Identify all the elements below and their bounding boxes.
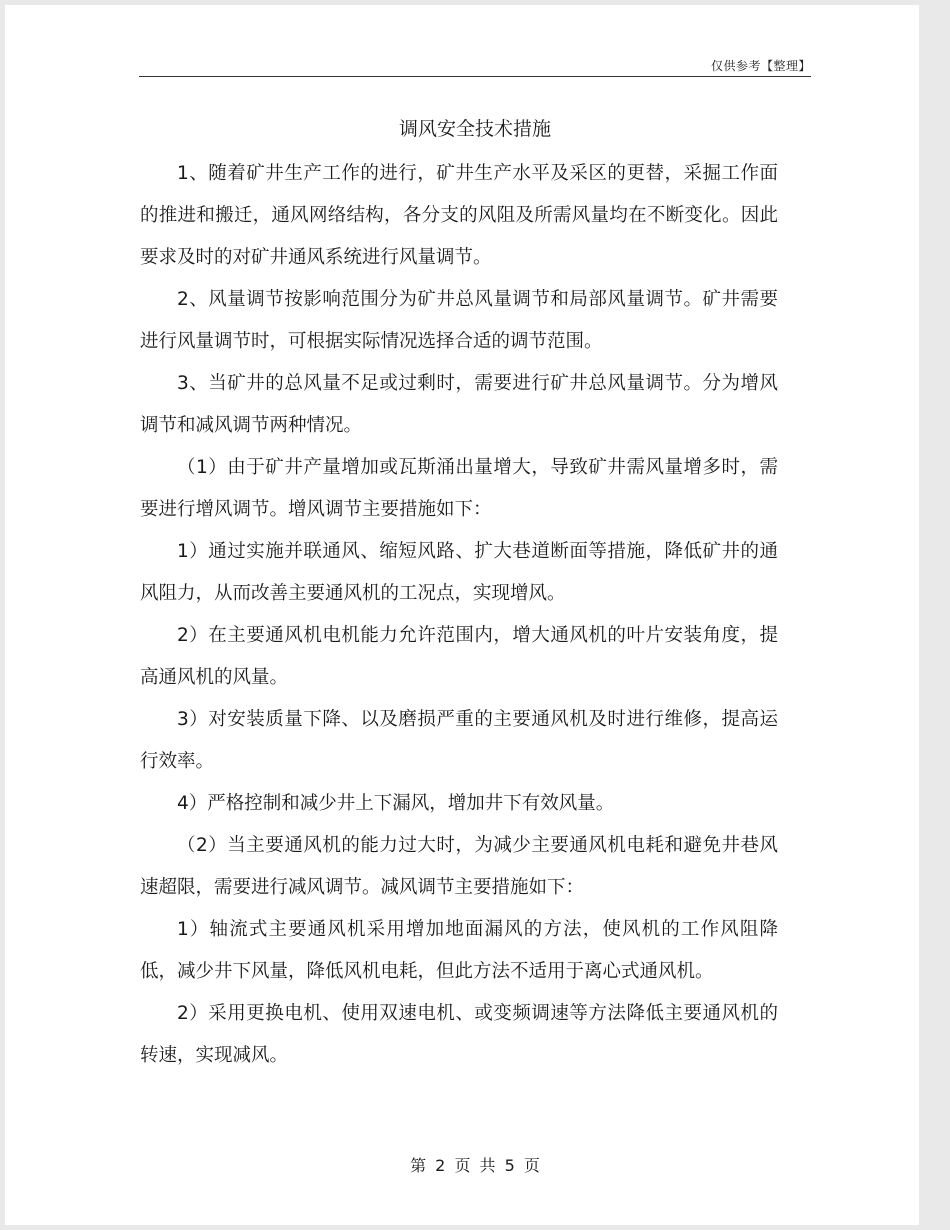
paragraph: 2、风量调节按影响范围分为矿井总风量调节和局部风量调节。矿井需要进行风量调节时，可根据实际情况选择合适的调节范围。 (140, 289, 778, 352)
paragraph: 1）通过实施并联通风、缩短风路、扩大巷道断面等措施，降低矿井的通风阻力，从而改善主要通风机的工况点，实现增风。 (140, 541, 778, 604)
header-divider (139, 76, 811, 77)
paragraph: （1）由于矿井产量增加或瓦斯涌出量增大，导致矿井需风量增多时，需要进行增风调节。增风调节主要措施如下： (140, 457, 778, 520)
page-header: 仅供参考【整理】 (710, 59, 811, 73)
paragraph: 1）轴流式主要通风机采用增加地面漏风的方法，使风机的工作风阻降低，减少井下风量，降低风机电耗，但此方法不适用于离心式通风机。 (140, 919, 778, 982)
paragraph: 1、随着矿井生产工作的进行，矿井生产水平及采区的更替，采掘工作面的推进和搬迁，通风网络结构，各分支的风阻及所需风量均在不断变化。因此要求及时的对矿井通风系统进行风量调节。 (140, 163, 778, 268)
paragraph: 3、当矿井的总风量不足或过剩时，需要进行矿井总风量调节。分为增风调节和减风调节两种情况。 (140, 373, 778, 436)
paragraph: （2）当主要通风机的能力过大时，为减少主要通风机电耗和避免井巷风速超限，需要进行减风调节。减风调节主要措施如下： (140, 835, 778, 898)
document-body (140, 153, 778, 1077)
paragraph: 2）在主要通风机电机能力允许范围内，增大通风机的叶片安装角度，提高通风机的风量。 (140, 625, 778, 688)
document-page (5, 5, 919, 1225)
document-title: 调风安全技术措施 (398, 118, 551, 140)
paragraph: 3）对安装质量下降、以及磨损严重的主要通风机及时进行维修，提高运行效率。 (140, 709, 778, 772)
page-number: 第 2 页 共 5 页 (410, 1156, 540, 1175)
paragraph: 4）严格控制和减少井上下漏风，增加井下有效风量。 (177, 793, 615, 814)
paragraph: 2）采用更换电机、使用双速电机、或变频调速等方法降低主要通风机的转速，实现减风。 (140, 1003, 778, 1066)
